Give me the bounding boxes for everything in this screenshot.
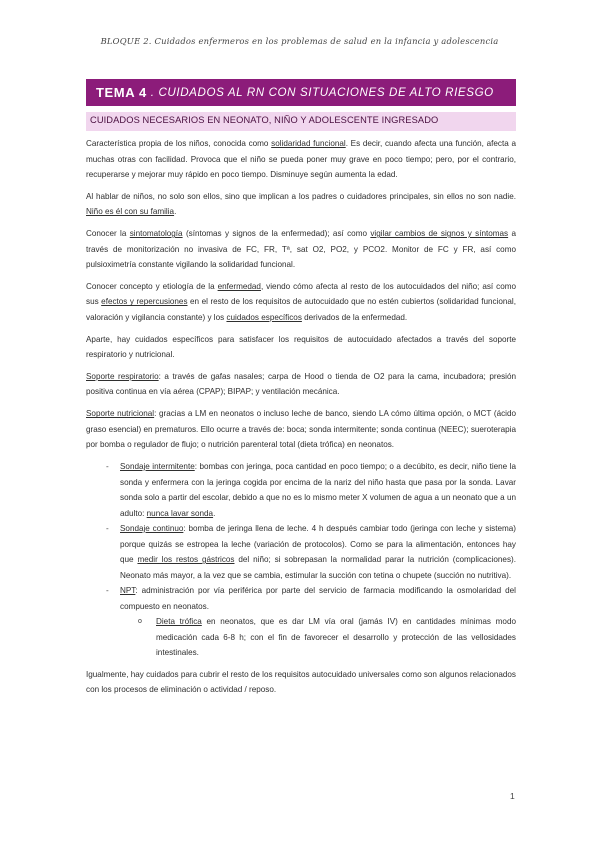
underlined-term: medir los restos gástricos xyxy=(137,555,235,565)
text: . Es decir, cuando afecta una función, afecta a muchas otras con facilidad. Provoca que el niño se pueda poner muy grave en poco tiempo; pero, por el contrario, recuperarse y mejorar muy rápido en poco tiempo. Disminuye según aumenta la edad. xyxy=(86,139,516,179)
dash-bullet: - xyxy=(106,462,109,472)
dash-bullet: - xyxy=(106,586,109,596)
text: del niño; si sobrepasan la normalidad parar la nutrición (complicaciones). Neonato más mayor, a la vez que se cambia, estimular la succión con tetina o chupete (succión no nutritiva). xyxy=(120,555,516,580)
dash-bullet: - xyxy=(106,524,109,534)
underlined-term: Soporte respiratorio xyxy=(86,371,159,381)
underlined-term: Sondaje intermitente xyxy=(120,462,195,472)
text: en neonatos, que es dar LM vía oral (jamás IV) en cantidades mínimas modo medicación cada 6-8 h; con el fin de favorecer el desarrollo y protección de las vellosidades intestinales. xyxy=(156,617,516,658)
text: Característica propia de los niños, conocida como xyxy=(86,139,272,148)
text: derivados de la enfermedad. xyxy=(301,312,408,322)
text: . xyxy=(213,508,216,518)
underlined-term: Niño es él con su familia xyxy=(86,207,175,217)
list-item xyxy=(86,583,516,661)
text: Conocer concepto y etiología de la xyxy=(86,281,218,291)
underlined-term: cuidados específicos xyxy=(226,312,302,322)
paragraph-enfermedad xyxy=(86,279,516,326)
sublist-item xyxy=(138,614,516,661)
page-number: 1 xyxy=(510,791,515,801)
npt-sublist xyxy=(120,614,516,661)
feeding-methods-list xyxy=(86,459,516,661)
paragraph-otros-cuidados: Igualmente, hay cuidados para cubrir el resto de los requisitos autocuidado universales como son algunos relacionados con los procesos de eliminación o actividad / reposo. xyxy=(86,669,516,695)
running-header: BLOQUE 2. Cuidados enfermeros en los problemas de salud en la infancia y adolescencia xyxy=(100,36,499,46)
underlined-term: Soporte nutricional xyxy=(86,409,155,419)
body-text xyxy=(86,136,516,704)
underlined-term: Sondaje continuo xyxy=(120,524,184,534)
underlined-term: vigilar cambios de signos y síntomas xyxy=(370,229,509,239)
underlined-term: Dieta trófica xyxy=(156,617,202,627)
text: : bombas con jeringa, poca cantidad en poco tiempo; o a decúbito, es decir, niño tiene la sonda y enfermera con la jeringa cogida por encima de la nariz del niño hasta que pasa por la sonda. Lavar sonda solo a partir del escolar, debido a que no es lo mismo meter X volumen de agua a un neonato que a un adulto: xyxy=(120,462,516,518)
text: , viendo cómo afecta al resto de los autocuidados del niño; así como sus xyxy=(86,281,517,307)
underlined-term: efectos y repercusiones xyxy=(101,297,188,307)
paragraph-soporte-nutricional xyxy=(86,406,516,453)
paragraph-familia xyxy=(86,189,516,220)
paragraph-sintomatologia xyxy=(86,226,516,273)
paragraph-soporte-respiratorio xyxy=(86,369,516,400)
underlined-term: solidaridad funcional xyxy=(271,139,346,148)
text: : administración por vía periférica por parte del servicio de farmacia modificando la osmolaridad del compuesto en neonatos. xyxy=(120,586,516,611)
text: : a través de gafas nasales; carpa de Hood o tienda de O2 para la cama, incubadora; presión positiva continua en vía aérea (CPAP); BIPAP; y ventilación mecánica. xyxy=(86,371,516,397)
text: : gracias a LM en neonatos o incluso leche de banco, siendo LA cómo última opción, o MCT (ácido graso esencial) en prematuros. Ello ocurre a través de: boca; sonda intermitente; sonda continua (NEEC); sueroterapia por bomba o regulador de flujo; o nutrición parenteral total (dieta trófica) en neonatos. xyxy=(86,409,516,450)
chapter-title xyxy=(86,79,516,106)
underlined-term: enfermedad xyxy=(217,281,261,291)
text: Conocer la xyxy=(86,229,130,239)
underlined-term: nunca lavar sonda xyxy=(146,508,214,518)
text: a través de monitorización no invasiva de FC, FR, Tª, sat O2, PO2, y PCO2. Monitor de FC y FR, así como pulsioximetría constante vigilando la solidaridad funcional. xyxy=(86,229,516,270)
text: Al hablar de niños, no solo son ellos, sino que implican a los padres o cuidadores principales, sin ellos no son nadie. xyxy=(86,191,516,201)
text: . xyxy=(174,207,177,217)
paragraph-soporte: Aparte, hay cuidados específicos para satisfacer los requisitos de autocuidado afectados a través del soporte respiratorio y nutricional. xyxy=(86,334,516,360)
chapter-title-text: . CUIDADOS AL RN CON SITUACIONES DE ALTO RIESGO xyxy=(150,86,494,99)
paragraph-solidaridad xyxy=(86,136,516,183)
list-item xyxy=(86,459,516,521)
text: en el resto de los requisitos de autocuidado que no estén cubiertos (solidaridad funcional, valoración y vigilancia constante) y los xyxy=(86,297,516,322)
chapter-number: TEMA 4 xyxy=(96,85,147,100)
list-item xyxy=(86,521,516,583)
text: : bomba de jeringa llena de leche. 4 h después cambiar todo (jeringa con leche y sistema) porque quizás se estropea la leche (variación de protocolos). Como se para la alimentación, entonces hay que xyxy=(120,524,516,565)
section-heading: CUIDADOS NECESARIOS EN NEONATO, NIÑO Y ADOLESCENTE INGRESADO xyxy=(86,112,516,131)
underlined-term: sintomatología xyxy=(129,229,183,239)
text: (síntomas y signos de la enfermedad); así como xyxy=(182,229,371,239)
underlined-term: NPT xyxy=(120,586,136,596)
circle-bullet: o xyxy=(138,618,142,626)
